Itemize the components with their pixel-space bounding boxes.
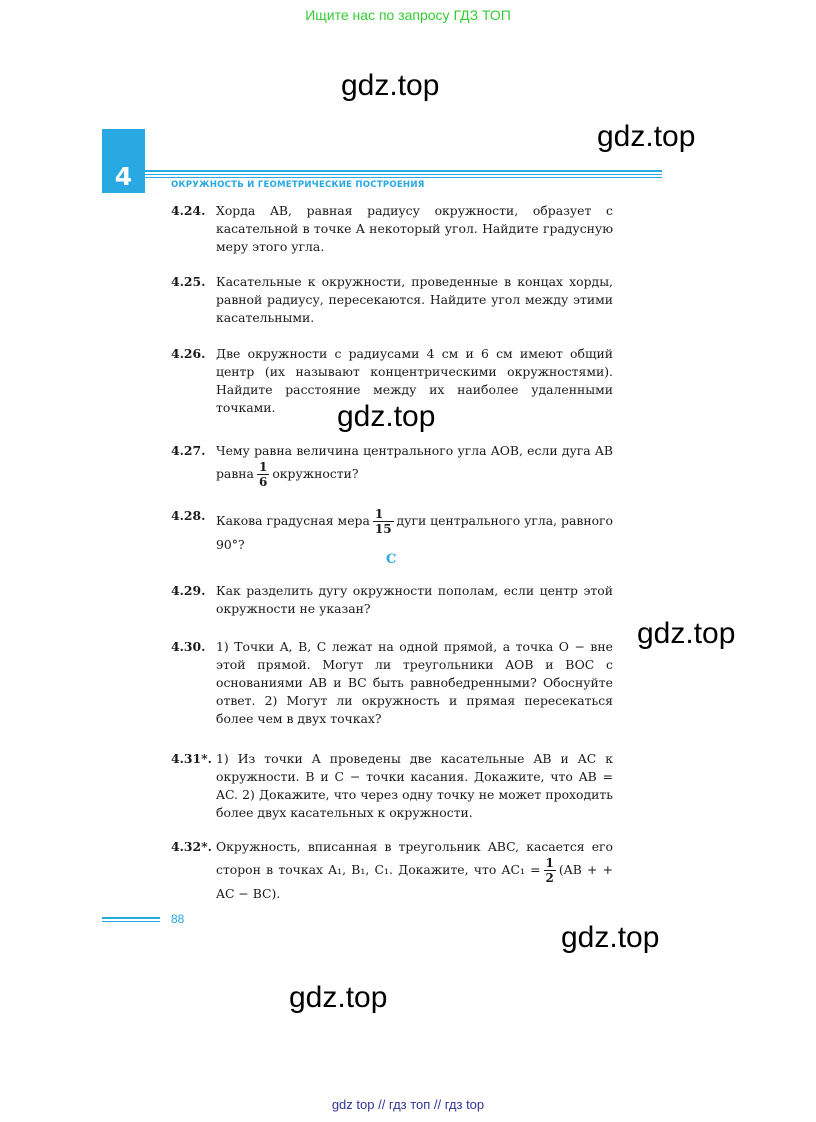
problem-text: Хорда AB, равная радиусу окружности, образует с касательной в точке A некоторый угол. Найдите градусную меру этого угла. — [216, 203, 613, 254]
problem-4-31 — [171, 750, 613, 822]
watermark: gdz.top — [341, 69, 440, 102]
chapter-title: ОКРУЖНОСТЬ И ГЕОМЕТРИЧЕСКИЕ ПОСТРОЕНИЯ — [171, 180, 425, 190]
problem-number: 4.31*. — [171, 751, 212, 766]
problem-text — [216, 838, 613, 903]
problem-text-part: Чему равна величина центрального угла AOB, если дуга AB равна — [216, 443, 613, 481]
fraction-numerator: 1 — [545, 856, 554, 870]
problem-text: Касательные к окружности, проведенные в концах хорды, равной радиусу, пересекаются. Найдите угол между этими касательными. — [216, 274, 613, 325]
problem-number: 4.32*. — [171, 839, 212, 854]
problem-text-part: Окружность, вписанная в треугольник ABC, касается его сторон в точках A₁, B₁, C₁. Докажите, что AC₁ = — [216, 839, 613, 877]
problem-text: Две окружности с радиусами 4 см и 6 см имеют общий центр (их называют концентрическими окружностями). Найдите расстояние между их наиболее удаленными точками. — [216, 346, 613, 415]
problem-number: 4.24. — [171, 203, 206, 218]
problem-text-part: (AB + + AC − BC). — [216, 862, 614, 901]
problem-text-part: окружности? — [272, 466, 359, 481]
problem-4-29 — [171, 582, 613, 618]
chapter-number: 4 — [114, 162, 133, 191]
problem-number: 4.28. — [171, 508, 206, 523]
problem-4-28 — [171, 507, 613, 554]
problem-number: 4.26. — [171, 346, 206, 361]
watermark: gdz.top — [289, 981, 388, 1014]
footer-links: gdz top // гдз топ // гдз top — [331, 1097, 485, 1112]
page-number-rule — [102, 921, 160, 922]
problem-text: 1) Из точки A проведены две касательные AB и AC к окружности. B и C − точки касания. Докажите, что AB = AC. 2) Докажите, что через одну точку не может проходить более двух касательных к окружности. — [216, 751, 613, 820]
problem-text — [216, 442, 613, 489]
chapter-badge — [102, 129, 145, 193]
fraction — [544, 856, 556, 885]
fraction-numerator: 1 — [373, 507, 394, 522]
fraction-numerator: 1 — [258, 460, 268, 474]
page-number-rule — [102, 917, 160, 919]
fraction-denominator: 6 — [258, 475, 268, 489]
fraction-denominator: 15 — [374, 522, 392, 536]
problem-4-24 — [171, 202, 613, 256]
fraction-denominator: 2 — [545, 871, 554, 885]
header-rule — [145, 170, 662, 172]
fraction — [257, 460, 269, 489]
section-heading: C — [386, 552, 397, 567]
problem-number: 4.25. — [171, 274, 206, 289]
fraction — [373, 507, 394, 536]
problem-text-part: Какова градусная мера — [216, 513, 370, 528]
watermark: gdz.top — [337, 400, 436, 433]
problem-number: 4.30. — [171, 639, 206, 654]
watermark: gdz.top — [561, 921, 660, 954]
problem-text — [216, 507, 613, 554]
watermark: gdz.top — [597, 120, 696, 153]
problem-number: 4.27. — [171, 443, 206, 458]
problem-text-part: дуги центрального угла, равного 90°? — [216, 513, 613, 552]
problem-number: 4.29. — [171, 583, 206, 598]
problem-text: Как разделить дугу окружности пополам, если центр этой окружности не указан? — [216, 583, 613, 616]
problem-4-30 — [171, 638, 613, 728]
problem-4-32 — [171, 838, 613, 903]
header-rule — [145, 174, 662, 175]
problem-4-27 — [171, 442, 613, 489]
watermark: gdz.top — [637, 617, 736, 650]
page-number: 88 — [171, 912, 185, 926]
problem-4-26 — [171, 345, 613, 417]
problem-text: 1) Точки A, B, C лежат на одной прямой, а точка O − вне этой прямой. Могут ли треугольники AOB и BOC с основаниями AB и BC быть равнобедренными? Обоснуйте ответ. 2) Могут ли окружность и прямая пересекаться более чем в двух точках? — [216, 639, 613, 726]
top-banner: Ищите нас по запросу ГДЗ ТОП — [305, 7, 511, 23]
header-rule — [145, 177, 662, 178]
problem-4-25 — [171, 273, 613, 327]
